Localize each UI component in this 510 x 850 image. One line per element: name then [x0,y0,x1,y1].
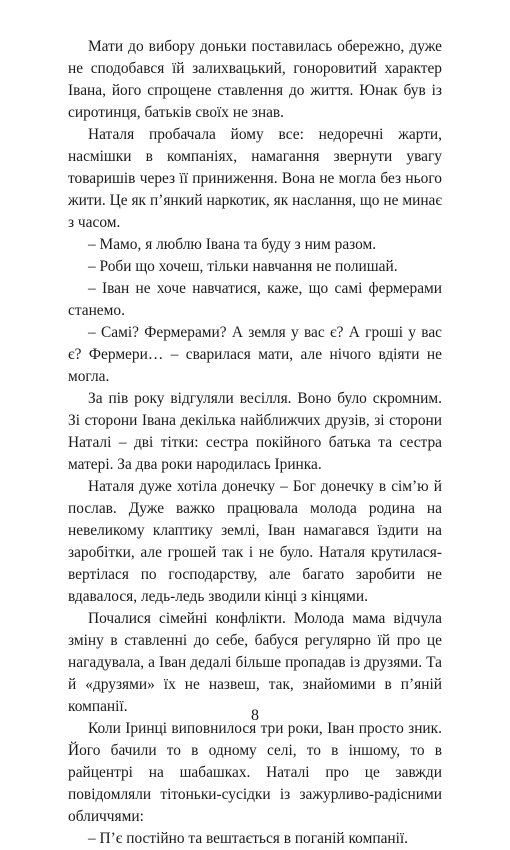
dialogue-line: – Самі? Фермерами? А земля у вас є? А гроші у вас є? Фермери… – сварилася мати, але нічого вдіяти не могла. [68,324,442,385]
dialogue-line: – П’є постійно та вештається в поганій компанії. [88,830,409,847]
dialogue-line: – Іван не хоче навчатися, каже, що самі фермерами станемо. [68,280,442,319]
paragraph: За пів року відгуляли весілля. Воно було скромним. Зі сторони Івана декілька найближчих друзів, зі сторони Наталі – дві тітки: сестра покійного батька та сестра матері. За два роки народилась Іринка. [68,390,442,473]
paragraph: Почалися сімейні конфлікти. Молода мама відчула зміну в ставленні до себе, бабуся регулярно їй про це нагадувала, а Іван дедалі більше пропадав із друзями. Та й «друзями» їх не назвеш, так, знайомими в п’яній компанії. [68,610,442,715]
paragraph: Наталя пробачала йому все: недоречні жарти, насмішки в компаніях, намагання звернути увагу товаришів через її приниження. Вона не могла без нього жити. Це як п’янкий наркотик, як наслання, що не минає з часом. [68,126,442,231]
dialogue-line: – Мамо, я люблю Івана та буду з ним разом. [88,236,377,253]
body-text [68,36,442,850]
paragraph: Мати до вибору доньки поставилась обережно, дуже не сподобався їй залихвацький, гоноровитий характер Івана, його спрощене ставлення до життя. Юнак був із сиротинця, батьків своїх не знав. [68,38,442,121]
paragraph: Наталя дуже хотіла донечку – Бог донечку в сім’ю й послав. Дуже важко працювала молода родина на невеликому клаптику землі, Іван намагався їздити на заробітки, але грошей так і не було. Наталя крутилася-вертілася по господарству, але багато заробити не вдавалося, ледь-ледь зводили кінці з кінцями. [68,478,442,605]
dialogue-line: – Роби що хочеш, тільки навчання не полишай. [88,258,398,275]
paragraph: Коли Іринці виповнилося три роки, Іван просто зник. Його бачили то в одному селі, то в іншому, то в райцентрі на шабашках. Наталі про це завжди повідомляли тітоньки-сусідки із зажурливо-радісними обличчями: [68,720,442,825]
page-number: 8 [251,707,259,724]
